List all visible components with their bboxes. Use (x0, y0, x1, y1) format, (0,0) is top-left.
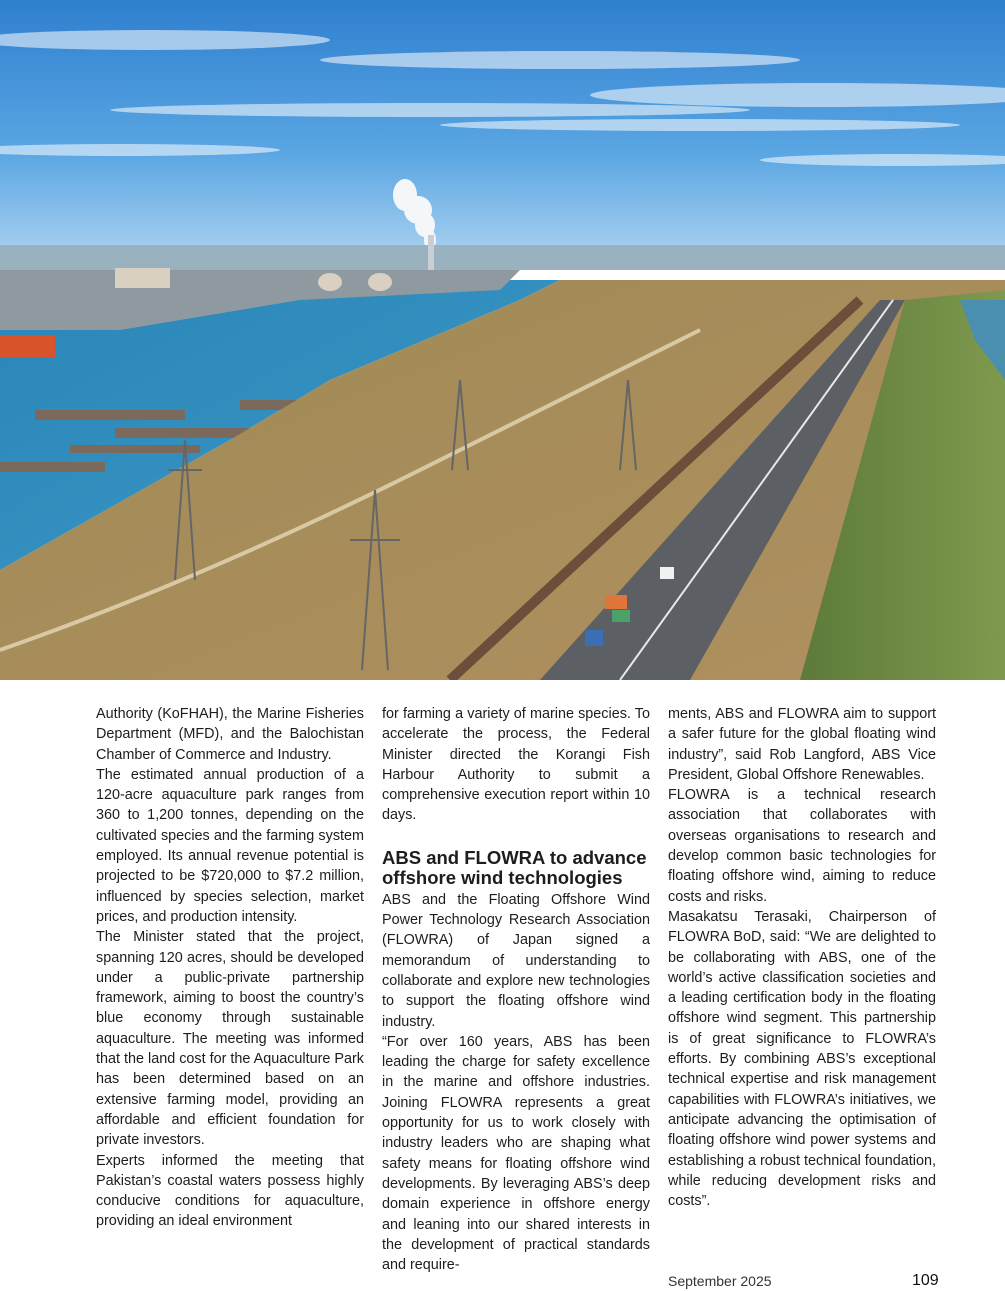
paragraph: Experts informed the meeting that Pakistan’s coastal waters possess highly conducive conditions for aquaculture, providing an ideal environment (96, 1152, 364, 1230)
paragraph: “For over 160 years, ABS has been leading the charge for safety excellence in the marine and offshore industries. Joining FLOWRA represents a great opportunity for us to work closely with industry leaders who are shaping what safety means for floating offshore wind developments. By leveraging ABS’s deep domain experience in offshore energy and leaning into our shared interests in the development of practical standards and require- (382, 1033, 650, 1274)
horizon (0, 245, 1005, 270)
paragraph: Authority (KoFHAH), the Marine Fisheries Department (MFD), and the Balochistan Chamber of Commerce and Industry. (96, 706, 364, 763)
red-ship (0, 335, 55, 357)
article-heading: ABS and FLOWRA to advance offshore wind technologies (382, 846, 647, 888)
paragraph: Masakatsu Terasaki, Chairperson of FLOWRA BoD, said: “We are delighted to be collaborating with ABS, one of the world’s active classification societies and a leading certification body in the floating offshore wind segment. This partnership is of great significance to FLOWRA’s efforts. By combining ABS’s exceptional technical expertise and risk management capabilities with FLOWRA’s initiatives, we anticipate advancing the optimisation of floating offshore wind power systems and establishing a robust technical foundation, while reducing development risks and costs”. (668, 908, 937, 1210)
text-column-3 (668, 704, 936, 1211)
chimney (428, 235, 434, 275)
text-column-2 (382, 704, 650, 1275)
paragraph: FLOWRA is a technical research association that collaborates with overseas organisations to research and develop common basic technologies for floating offshore wind, aiming to reduce costs and risks. (668, 787, 936, 905)
paragraph: ABS and the Floating Offshore Wind Power Technology Research Association (FLOWRA) of Japan signed a memorandum of understanding to collaborate and explore new technologies to support the floating offshore wind industry. (382, 891, 650, 1030)
issue-date: September 2025 (668, 1273, 772, 1289)
paragraph: The estimated annual production of a 120-acre aquaculture park ranges from 360 to 1,200 tonnes, depending on the cultivated species and the farming system employed. Its annual revenue potential is projected to be $720,000 to $7.2 million, influenced by species selection, market prices, and production intensity. (96, 766, 364, 925)
paragraph: for farming a variety of marine species. To accelerate the process, the Federal Minister directed the Korangi Fish Harbour Authority to submit a comprehensive execution report within 10 days. (382, 706, 650, 824)
page-number: 109 (912, 1272, 939, 1289)
text-column-1 (96, 704, 364, 1232)
paragraph: ments, ABS and FLOWRA aim to support a safer future for the global floating wind industry”, said Rob Langford, ABS Vice President, Global Offshore Renewables. (668, 706, 936, 783)
paragraph: The Minister stated that the project, spanning 120 acres, should be developed under a public-private partnership framework, aiming to boost the country’s blue economy through sustainable aquaculture. The meeting was informed that the land cost for the Aquaculture Park has been determined based on an extensive farming model, providing an affordable and efficient foundation for private investors. (96, 929, 364, 1149)
